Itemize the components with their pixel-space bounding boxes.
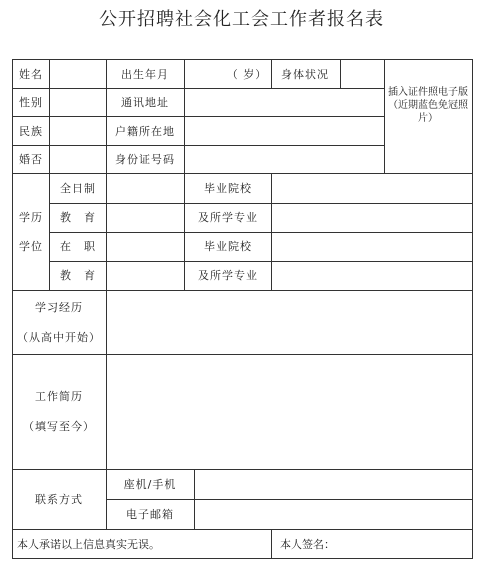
row-line bbox=[49, 232, 473, 233]
photo-placeholder[interactable]: 插入证件照电子版（近期蓝色免冠照片） bbox=[388, 87, 468, 124]
row-line bbox=[49, 203, 473, 204]
label-email: 电子邮箱 bbox=[126, 508, 174, 521]
label-married: 婚否 bbox=[19, 153, 43, 166]
col-line bbox=[271, 59, 272, 89]
label-major-1: 及所学专业 bbox=[198, 211, 258, 224]
label-study: 学习经历 bbox=[35, 301, 83, 314]
label-fulltime-edu: 教 育 bbox=[60, 211, 96, 224]
row-line bbox=[49, 261, 473, 262]
col-line bbox=[184, 173, 185, 291]
row-line bbox=[106, 499, 473, 500]
label-fulltime: 全日制 bbox=[60, 182, 96, 195]
label-contact: 联系方式 bbox=[35, 493, 83, 506]
row-line bbox=[12, 145, 384, 146]
row-line bbox=[12, 88, 384, 89]
col-line bbox=[194, 469, 195, 530]
col-line bbox=[106, 290, 107, 469]
row-line bbox=[12, 354, 473, 355]
promise-text: 本人承诺以上信息真实无误。 bbox=[17, 538, 160, 551]
row-line bbox=[12, 116, 384, 117]
label-onjob-edu: 教 育 bbox=[60, 269, 96, 282]
row-line bbox=[12, 290, 473, 291]
col-line bbox=[271, 529, 272, 559]
label-education: 学历 bbox=[19, 211, 43, 224]
row-line bbox=[12, 529, 473, 530]
col-line bbox=[106, 469, 107, 530]
label-ethnicity: 民族 bbox=[19, 125, 43, 138]
label-study-note: （从高中开始） bbox=[17, 331, 101, 344]
label-gender: 性别 bbox=[19, 96, 43, 109]
border-left bbox=[12, 59, 13, 559]
col-line bbox=[340, 59, 341, 89]
row-line bbox=[12, 469, 473, 470]
border-bottom bbox=[12, 558, 473, 559]
label-idnum: 身份证号码 bbox=[115, 153, 175, 166]
col-line bbox=[49, 59, 50, 174]
signature-label: 本人签名： bbox=[280, 538, 335, 551]
label-school-2: 毕业院校 bbox=[204, 240, 252, 253]
label-work: 工作简历 bbox=[35, 390, 83, 403]
label-onjob: 在 职 bbox=[60, 240, 96, 253]
label-work-note: （填写至今） bbox=[23, 420, 95, 433]
col-line bbox=[106, 59, 107, 174]
col-line bbox=[184, 59, 185, 174]
col-line bbox=[49, 173, 50, 291]
border-top bbox=[12, 59, 473, 60]
label-address: 通讯地址 bbox=[121, 96, 169, 109]
label-health: 身体状况 bbox=[281, 68, 329, 81]
label-phone: 座机/手机 bbox=[123, 478, 177, 491]
label-age: （ 岁） bbox=[226, 68, 268, 81]
label-name: 姓名 bbox=[19, 68, 43, 81]
form-title: 公开招聘社会化工会工作者报名表 bbox=[99, 9, 384, 30]
border-right bbox=[472, 59, 473, 559]
label-hukou: 户籍所在地 bbox=[115, 125, 175, 138]
row-line bbox=[12, 173, 473, 174]
col-line bbox=[106, 173, 107, 291]
label-school-1: 毕业院校 bbox=[204, 182, 252, 195]
label-major-2: 及所学专业 bbox=[198, 269, 258, 282]
col-line bbox=[271, 173, 272, 291]
label-degree: 学位 bbox=[19, 240, 43, 253]
label-birth: 出生年月 bbox=[121, 68, 169, 81]
